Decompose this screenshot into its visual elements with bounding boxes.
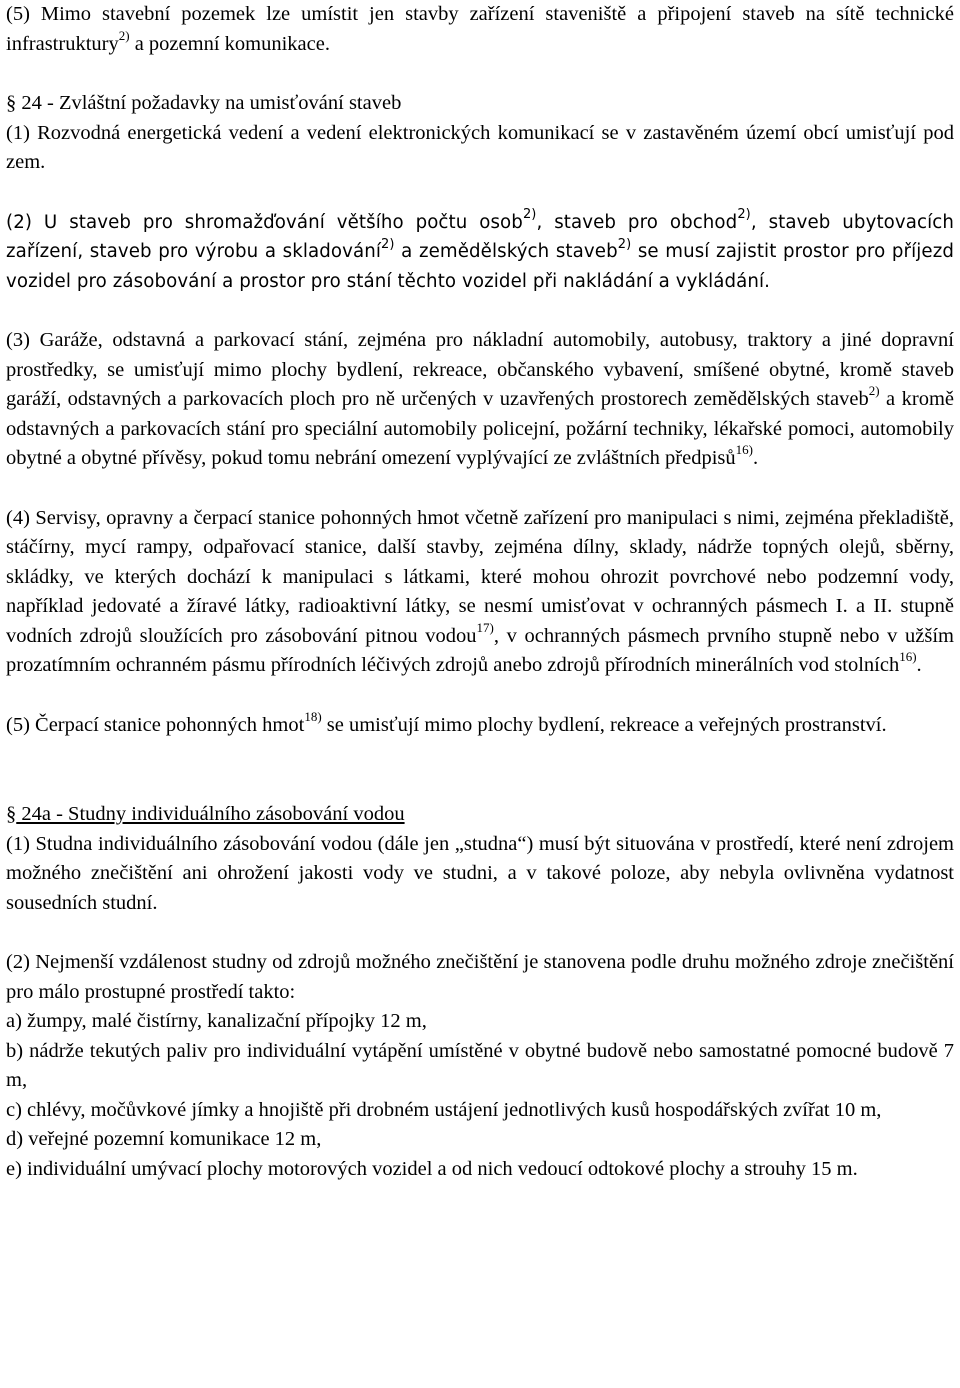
footnote-ref: 2) — [118, 27, 130, 43]
section-24-para-5: (5) Čerpací stanice pohonných hmot$^{18)}$ se umisťují mimo plochy bydlení, rekreace a veřejných prostranství. — [6, 708, 887, 736]
list-item: c) chlévy, močůvkové jímky a hnojiště při drobném ustájení jednotlivých kusů hospodářských zvířat 10 m, — [6, 1098, 882, 1121]
footnote-ref: 16) — [735, 442, 753, 458]
footnote-ref: 18) — [304, 708, 322, 724]
section-24-para-3: (3) Garáže, odstavná a parkovací stání, zejména pro nákladní automobily, autobusy, traktory a jiné dopravní prostředky, se umisťují mimo plochy bydlení, rekreace, občanského vybavení, smíšené obytné, kromě staveb garáží, odstavných a parkovacích ploch pro ně určených v uzavřených prostorech zemědělských staveb$^{2)}$ a kromě odstavných a parkovacích stání pro speciální automobily policejní, požární techniky, lékařské pomoci, automobily obytné a obytné přívěsy, pokud tomu nebrání omezení vyplývající ze zvláštních předpisů$^{16)}$. — [6, 329, 954, 469]
section-24-para-2: (2) U staveb pro shromažďování většího počtu osob$^{2)}$, staveb pro obchod$^{2)}$, staveb ubytovacích zařízení, staveb pro výrobu a skladování$^{2)}$ a zemědělských staveb$^{2)}$ se musí zajistit prostor pro příjezd vozidel pro zásobování a prostor pro stání těchto vozidel při nakládání a vykládání. — [6, 207, 954, 292]
footnote-ref: 2) — [868, 383, 880, 399]
footnote-ref: 2) — [381, 236, 395, 252]
list-item: a) žumpy, malé čistírny, kanalizační přípojky 12 m, — [6, 1010, 427, 1032]
paragraph-24-5: (5) Mimo stavební pozemek lze umístit jen stavby zařízení staveniště a připojení staveb na sítě technické infrastruktury$^{2)}$ a pozemní komunikace. — [6, 3, 954, 55]
section-24a-para-2: (2) Nejmenší vzdálenost studny od zdrojů možného znečištění je stanovena podle druhu možného zdroje znečištění pro málo prostupné prostředí takto: — [6, 951, 954, 1003]
document-page — [6, 0, 954, 1184]
section-24a-para-1: (1) Studna individuálního zásobování vodou (dále jen „studna“) musí být situována v prostředí, které není zdrojem možného znečištění ani ohrožení jakosti vody ve studni, a v takové poloze, aby nebyla ovlivněna vydatnost sousedních studní. — [6, 832, 954, 914]
section-sign: § — [6, 92, 17, 114]
footnote-ref: 16) — [899, 649, 917, 665]
list-item: e) individuální umývací plochy motorových vozidel a od nich vedoucí odtokové plochy a strouhy 15 m. — [6, 1157, 858, 1180]
footnote-ref: 2) — [522, 207, 537, 223]
section-sign: § — [6, 803, 17, 825]
footnote-ref: 2) — [617, 236, 632, 252]
section-24-heading: § 24 - Zvláštní požadavky na umisťování staveb — [6, 92, 402, 114]
section-24-para-4: (4) Servisy, opravny a čerpací stanice pohonných hmot včetně zařízení pro manipulaci s nimi, zejména překladiště, stáčírny, mycí rampy, odpařovací stanice, další stavby, zejména dílny, sklady, nádrže topných olejů, sběrny, skládky, ve kterých dochází k manipulaci s látkami, které mohou ohrozit povrchové nebo podzemní vody, například jedovaté a žíravé látky, radioaktivní látky, se nesmí umisťovat v ochranných pásmech I. a II. stupně vodních zdrojů sloužících pro zásobování pitnou vodou$^{17)}$, v ochranných pásmech prvního stupně nebo v užším prozatímním ochranném pásmu přírodních léčivých zdrojů anebo zdrojů přírodních minerálních vod stolních$^{16)}$. — [6, 506, 954, 676]
footnote-ref: 2) — [737, 207, 751, 223]
list-item: b) nádrže tekutých paliv pro individuální vytápění umístěné v obytné budově nebo samostatné pomocné budově 7 m, — [6, 1039, 954, 1091]
section-24-para-1: (1) Rozvodná energetická vedení a vedení elektronických komunikací se v zastavěném území obcí umisťují pod zem. — [6, 121, 954, 173]
section-24a-heading: § 24a - Studny individuálního zásobování vodou — [6, 803, 405, 825]
footnote-ref: 17) — [476, 619, 494, 635]
list-item: d) veřejné pozemní komunikace 12 m, — [6, 1128, 322, 1150]
